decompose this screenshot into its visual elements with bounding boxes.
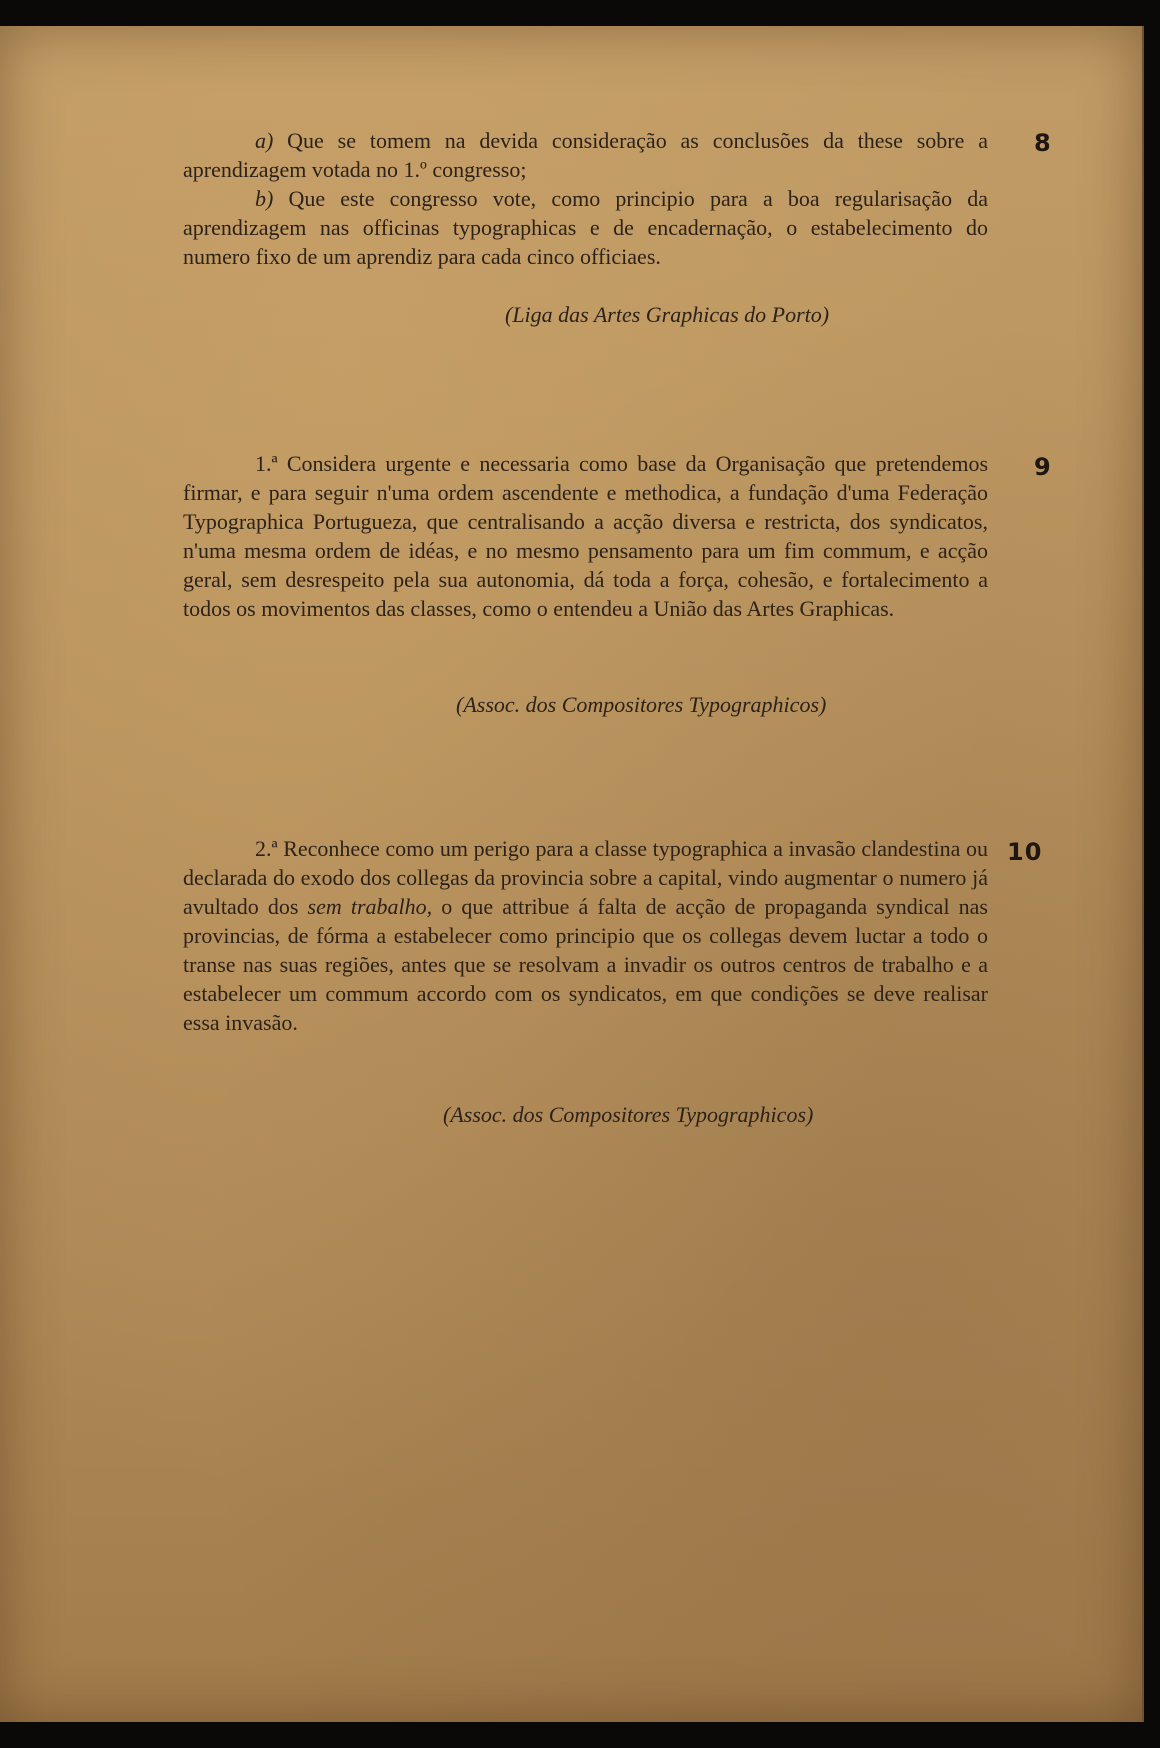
paragraph-text: Que se tomem na devida consideração as conclusões da these sobre a aprendizagem votada no 1.º congresso; bbox=[183, 128, 988, 182]
paragraph-marker: 1.ª bbox=[255, 451, 278, 476]
paragraph-marker: b) bbox=[255, 186, 274, 211]
emphasis-text: sem trabalho, bbox=[307, 894, 433, 919]
proposal-number-9: 9 bbox=[1034, 453, 1052, 481]
document-page bbox=[0, 26, 1144, 1722]
paragraph-2 bbox=[183, 834, 988, 1037]
signature-assoc-compositores: (Assoc. dos Compositores Typographicos) bbox=[456, 692, 827, 717]
proposal-number-8: 8 bbox=[1034, 129, 1052, 157]
paragraph-a bbox=[183, 126, 988, 184]
paragraph-1 bbox=[183, 449, 988, 623]
paragraph-text: Que este congresso vote, como principio para a boa regularisação da aprendizagem nas officinas typographicas e de encadernação, o estabelecimento do numero fixo de um aprendiz para cada cinco officiaes. bbox=[183, 186, 988, 269]
scan-border bbox=[0, 0, 1160, 26]
paragraph-text: Considera urgente e necessaria como base da Organisação que pretendemos firmar, e para seguir n'uma ordem ascendente e methodica, a fundação d'uma Federação Typographica Portugueza, que centralisando a acção diversa e restricta, dos syndicatos, n'uma mesma ordem de idéas, e no mesmo pensamento para um fim commum, e acção geral, sem desrespeito pela sua autonomia, dá toda a força, cohesão, e fortalecimento a todos os movimentos das classes, como o entendeu a União das Artes Graphicas. bbox=[183, 451, 988, 621]
signature-assoc-compositores: (Assoc. dos Compositores Typographicos) bbox=[443, 1102, 814, 1127]
paragraph-marker: a) bbox=[255, 128, 274, 153]
paragraph-text: Reconhece como um perigo para a classe typographica a invasão clandestina ou declarada do exodo dos collegas da provincia sobre a capital, vindo augmentar o numero já avultado dos bbox=[183, 836, 988, 919]
proposal-number-10: 10 bbox=[1007, 838, 1043, 866]
proposal-10-body bbox=[183, 834, 988, 1037]
paragraph-text: o que attribue á falta de acção de propaganda syndical nas provincias, de fórma a estabelecer como principio que os collegas devem luctar a todo o transe nas suas regiões, antes que se resolvam a invadir os outros centros de trabalho e a estabelecer um commum accordo com os syndicatos, em que condições se deve realisar essa invasão. bbox=[183, 894, 988, 1035]
signature-liga: (Liga das Artes Graphicas do Porto) bbox=[505, 302, 830, 327]
paragraph-marker: 2.ª bbox=[255, 836, 278, 861]
proposal-8-body bbox=[183, 126, 988, 271]
proposal-9-body bbox=[183, 449, 988, 623]
paragraph-b bbox=[183, 184, 988, 271]
